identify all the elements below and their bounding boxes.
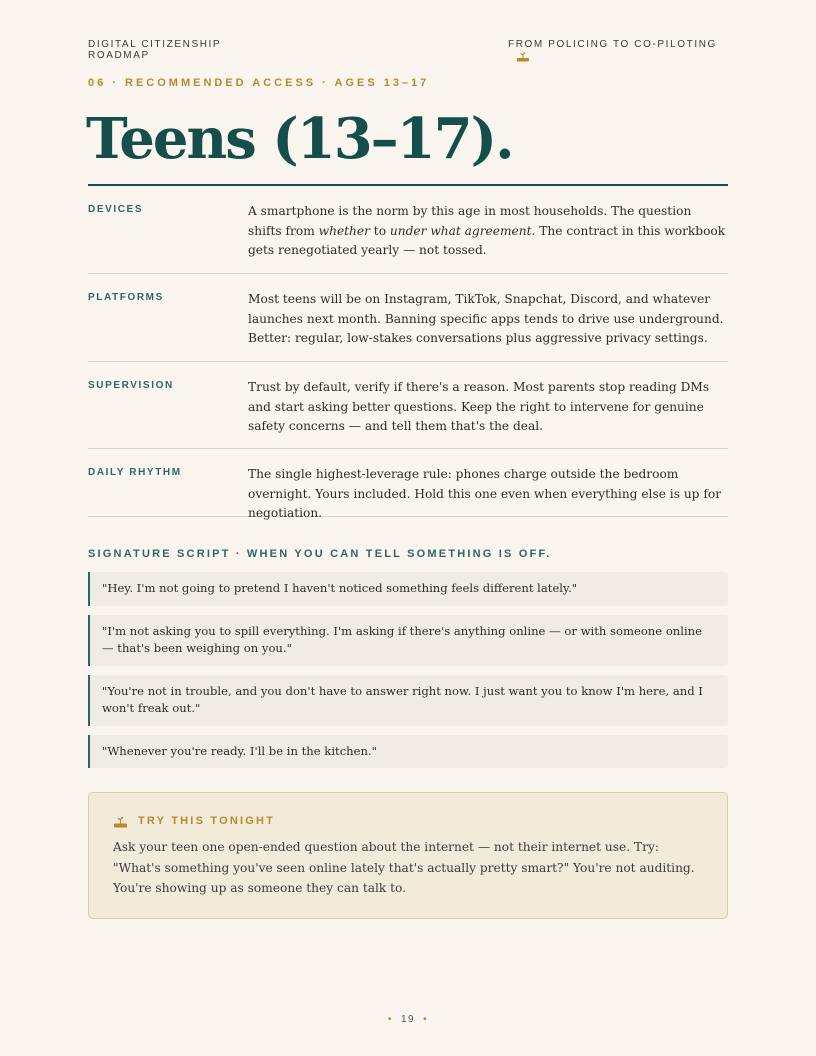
tip-title: TRY THIS TONIGHT [138, 815, 276, 827]
header-left-line2: ROADMAP [88, 50, 150, 61]
page-title: Teens (13–17). [86, 106, 513, 172]
footer-bullet: • [387, 1014, 393, 1025]
row-text-emphasis: under what agreement [389, 223, 532, 238]
table-row-supervision [88, 362, 728, 449]
script-quote: "You're not in trouble, and you don't have to answer right now. I just want you to know I'm here, and I won't freak out." [88, 675, 728, 726]
access-table [88, 186, 728, 521]
row-text: Trust by default, verify if there's a reason. Most parents stop reading DMs and start asking better questions. Keep the right to intervene for genuine safety concerns — and tell them that's the deal. [248, 380, 710, 434]
row-label: DEVICES [88, 204, 144, 215]
script-quote: "Whenever you're ready. I'll be in the kitchen." [88, 735, 728, 768]
table-row-platforms [88, 274, 728, 362]
header-left-line1: DIGITAL CITIZENSHIP [88, 39, 222, 50]
running-header [88, 39, 728, 69]
tip-box [88, 792, 728, 919]
footer-bullet: • [423, 1014, 429, 1025]
script-title: SIGNATURE SCRIPT · WHEN YOU CAN TELL SOMETHING IS OFF. [88, 548, 552, 560]
table-row-devices [88, 186, 728, 274]
row-text: The single highest-leverage rule: phones charge outside the bedroom overnight. Yours included. Hold this one even when everything else is up for negotiation. [248, 467, 722, 521]
row-text-part: A smartphone is the norm by this age in most households. The question shifts from [248, 204, 692, 238]
page-number: 19 [400, 1014, 416, 1025]
script-quote: "Hey. I'm not going to pretend I haven't noticed something feels different lately." [88, 572, 728, 606]
row-text: Most teens will be on Instagram, TikTok, Snapchat, Discord, and whatever launches next month. Banning specific apps tends to drive use underground. Better: regular, low-stakes conversations plus aggressive privacy settings. [248, 292, 724, 346]
header-right: FROM POLICING TO CO-PILOTING [508, 39, 717, 50]
script-quote: "I'm not asking you to spill everything. I'm asking if there's anything online — or with someone online — that's been weighing on you." [88, 615, 728, 666]
table-row-daily-rhythm [88, 449, 728, 521]
laptop-seedling-icon [113, 815, 128, 828]
row-text [248, 202, 728, 261]
row-text-part: . The contract in this workbook gets renegotiated yearly — not tossed. [248, 223, 726, 258]
page-footer [0, 1014, 816, 1025]
header-left [88, 39, 221, 61]
section-kicker: 06 · RECOMMENDED ACCESS · AGES 13–17 [88, 77, 430, 89]
tip-text: Ask your teen one open-ended question about the internet — not their internet use. Try: "What's something you've seen online lately that's actually pretty smart?" You're not auditing. You're showing up as someone they can talk to. [113, 840, 695, 895]
row-text-part: to [369, 223, 390, 238]
row-text-emphasis: whether [318, 223, 370, 238]
row-label: PLATFORMS [88, 292, 164, 303]
row-label: DAILY RHYTHM [88, 467, 182, 478]
row-label: SUPERVISION [88, 380, 174, 391]
laptop-seedling-icon [516, 51, 530, 62]
